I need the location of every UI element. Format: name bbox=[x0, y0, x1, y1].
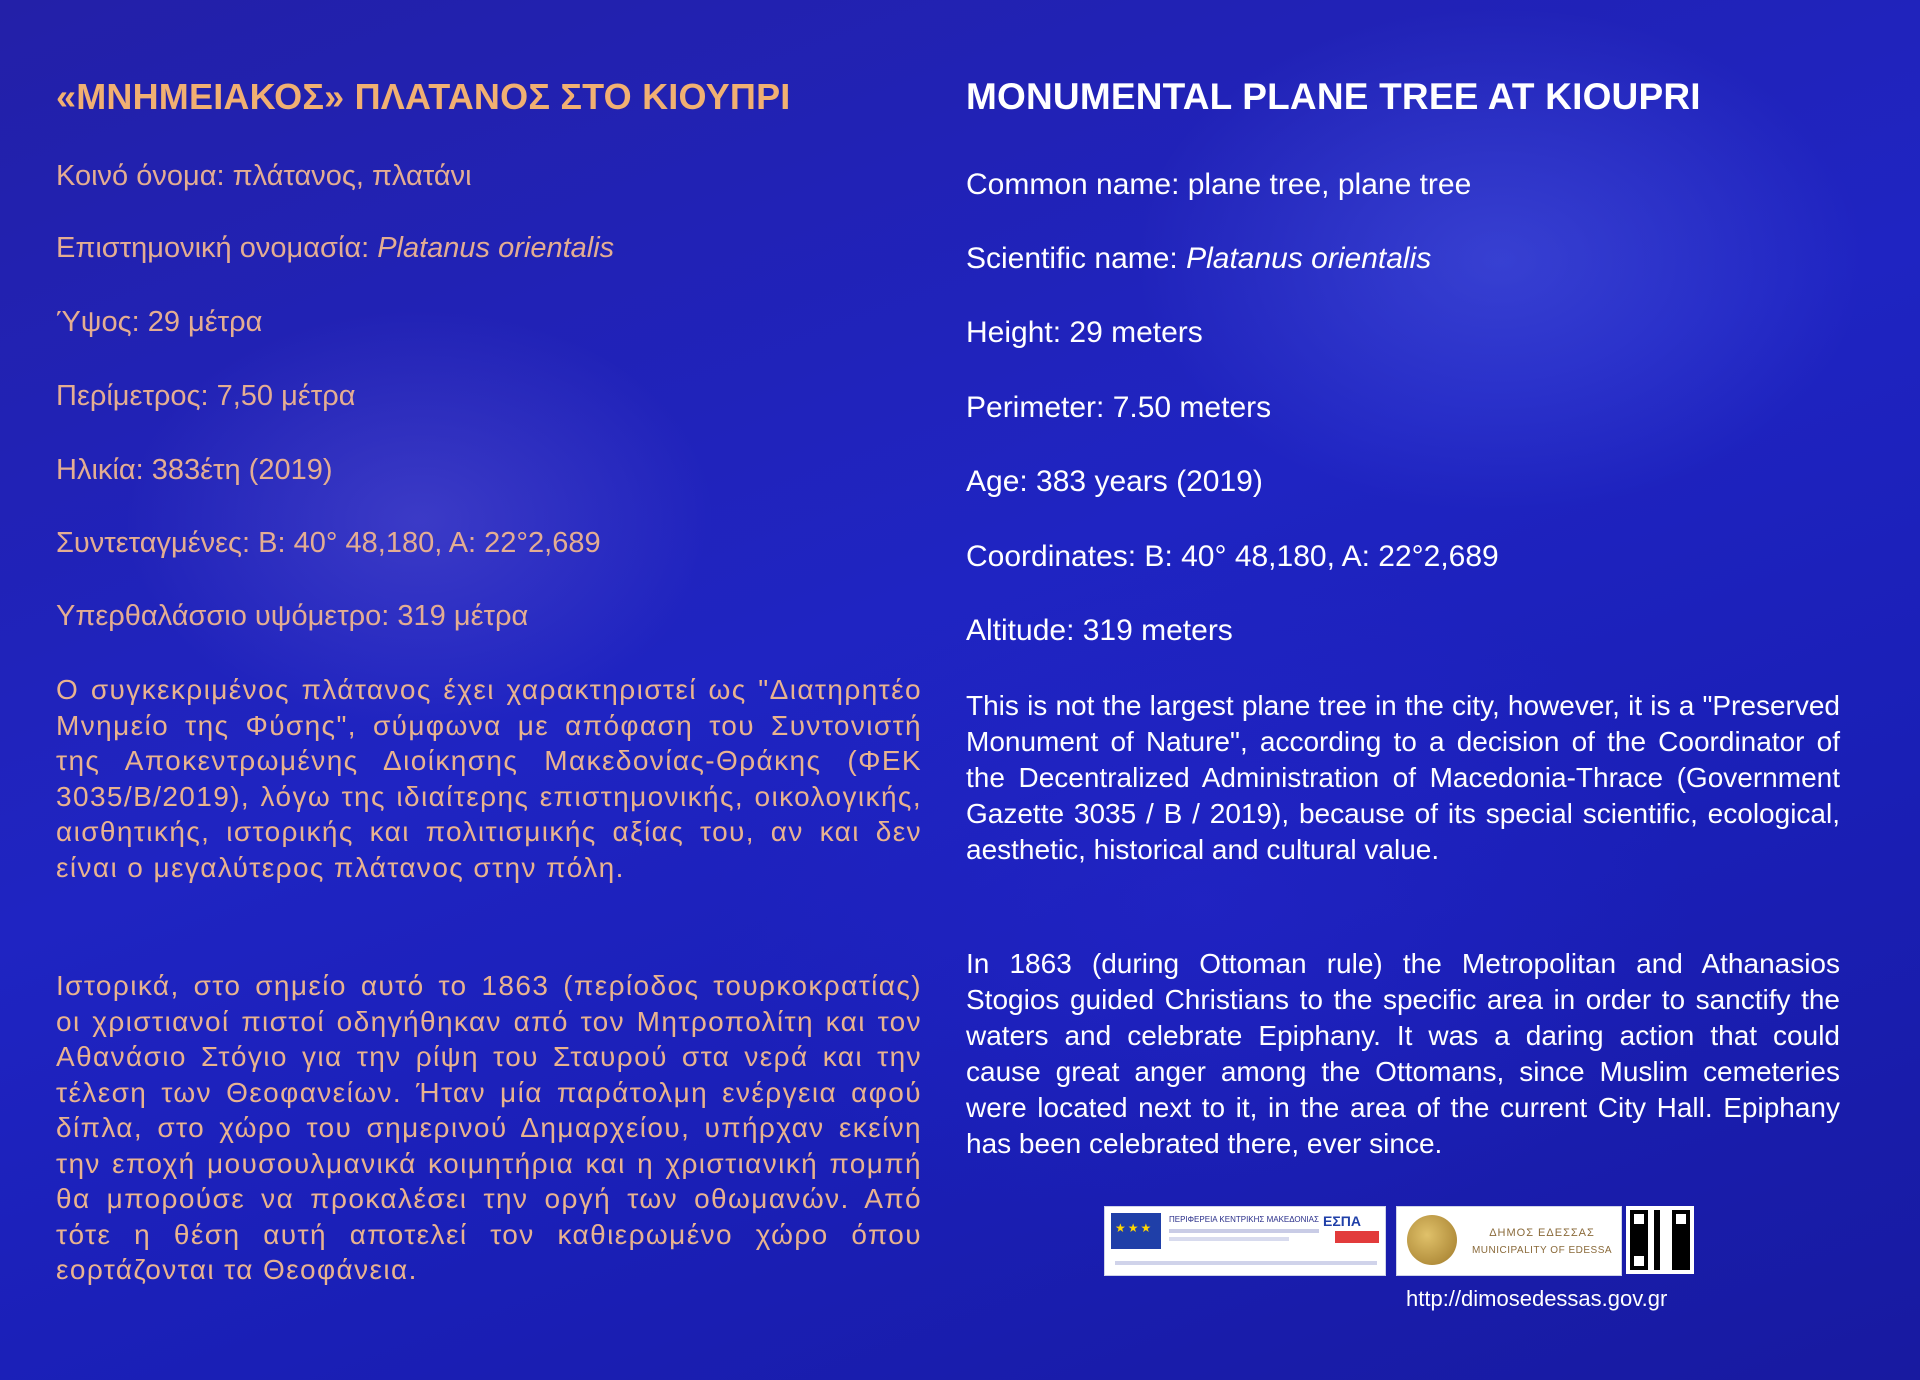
greek-paragraph-history: Ιστορικά, στο σημείο αυτό το 1863 (περίοδος τουρκοκρατίας) οι χριστιανοί πιστοί οδηγήθηκαν από τον Μητροπολίτη και τον Αθανάσιο Στόγιο για την ρίψη του Σταυρού στα νερά και την τέλεση των Θεοφανείων. Ήταν μία παράτολμη ενέργεια αφού δίπλα, στο χώρο του σημερινού Δημαρχείου, υπήρχαν εκείνη την εποχή μουσουλμανικά κοιμητήρια και η χριστιανική πομπή θα μπορούσε να προκαλέσει την οργή των οθωμανών. Από τότε η θέση αυτή αποτελεί τον καθιερωμένο χώρο όπου εορτάζονται τα Θεοφάνεια. bbox=[56, 970, 922, 1285]
qr-code-icon bbox=[1626, 1206, 1694, 1274]
greek-common-name: Κοινό όνομα: πλάτανος, πλατάνι bbox=[56, 160, 472, 192]
greek-height: Ύψος: 29 μέτρα bbox=[56, 306, 263, 338]
english-height: Height: 29 meters bbox=[966, 316, 1203, 349]
sponsor-logos bbox=[1104, 1206, 1694, 1282]
municipality-logo bbox=[1396, 1206, 1622, 1276]
greek-coordinates: Συντεταγμένες: B: 40° 48,180, A: 22°2,689 bbox=[56, 527, 601, 559]
greek-scientific-name bbox=[56, 232, 614, 265]
eu-flag-icon bbox=[1111, 1213, 1161, 1249]
greek-paragraph-status: Ο συγκεκριμένος πλάτανος έχει χαρακτηριστεί ως "Διατηρητέο Μνημείο της Φύσης", σύμφωνα με απόφαση του Συντονιστή της Αποκεντρωμένης Διοίκησης Μακεδονίας-Θράκης (ΦΕΚ 3035/Β/2019), λόγω της ιδιαίτερης επιστημονικής, οικολογικής, αισθητικής, ιστορικής και πολιτισμικής αξίας του, αν και δεν είναι ο μεγαλύτερος πλάτανος στην πόλη. bbox=[56, 674, 922, 883]
english-paragraph-history: In 1863 (during Ottoman rule) the Metropolitan and Athanasios Stogios guided Christians to the specific area in order to sanctify the waters and celebrate Epiphany. It was a daring action that could cause great anger among the Ottomans, since Muslim cemeteries were located next to it, in the area of the current City Hall. Epiphany has been celebrated there, ever since. bbox=[966, 948, 1840, 1159]
english-coordinates: Coordinates: B: 40° 48,180, A: 22°2,689 bbox=[966, 540, 1499, 573]
english-common-name: Common name: plane tree, plane tree bbox=[966, 168, 1472, 201]
english-altitude: Altitude: 319 meters bbox=[966, 614, 1233, 647]
english-paragraph-status: This is not the largest plane tree in the city, however, it is a "Preserved Monument of Nature", according to a decision of the Coordinator of the Decentralized Administration of Macedonia-Thrace (Government Gazette 3035 / B / 2019), because of its special scientific, ecological, aesthetic, historical and cultural value. bbox=[966, 690, 1840, 865]
coin-emblem-icon bbox=[1407, 1215, 1457, 1265]
municipality-name-english: MUNICIPALITY OF EDESSA bbox=[1471, 1245, 1613, 1256]
english-scientific-name bbox=[966, 242, 1431, 276]
english-scientific-label: Scientific name: bbox=[966, 242, 1187, 275]
greek-scientific-label: Επιστημονική ονομασία: bbox=[56, 232, 378, 264]
website-url: http://dimosedessas.gov.gr bbox=[1406, 1286, 1668, 1311]
greek-scientific-value: Platanus orientalis bbox=[377, 232, 615, 264]
english-age: Age: 383 years (2019) bbox=[966, 465, 1263, 498]
greek-perimeter: Περίμετρος: 7,50 μέτρα bbox=[56, 380, 356, 412]
english-title: MONUMENTAL PLANE TREE AT KIOUPRI bbox=[966, 76, 1701, 117]
espa-logo-text: ΕΣΠΑ bbox=[1323, 1213, 1361, 1229]
espa-eu-logo bbox=[1104, 1206, 1386, 1276]
municipality-name-greek: ΔΗΜΟΣ ΕΔΕΣΣΑΣ bbox=[1489, 1227, 1595, 1239]
greek-title: «ΜΝΗΜΕΙΑΚΟΣ» ΠΛΑΤΑΝΟΣ ΣΤΟ ΚΙΟΥΠΡΙ bbox=[56, 76, 791, 117]
english-perimeter: Perimeter: 7.50 meters bbox=[966, 391, 1272, 424]
greek-altitude: Υπερθαλάσσιο υψόμετρο: 319 μέτρα bbox=[56, 600, 529, 632]
greek-age: Ηλικία: 383έτη (2019) bbox=[56, 454, 333, 486]
region-logo-text: ΠΕΡΙΦΕΡΕΙΑ ΚΕΝΤΡΙΚΗΣ ΜΑΚΕΔΟΝΙΑΣ bbox=[1169, 1215, 1319, 1224]
english-scientific-value: Platanus orientalis bbox=[1186, 242, 1432, 275]
